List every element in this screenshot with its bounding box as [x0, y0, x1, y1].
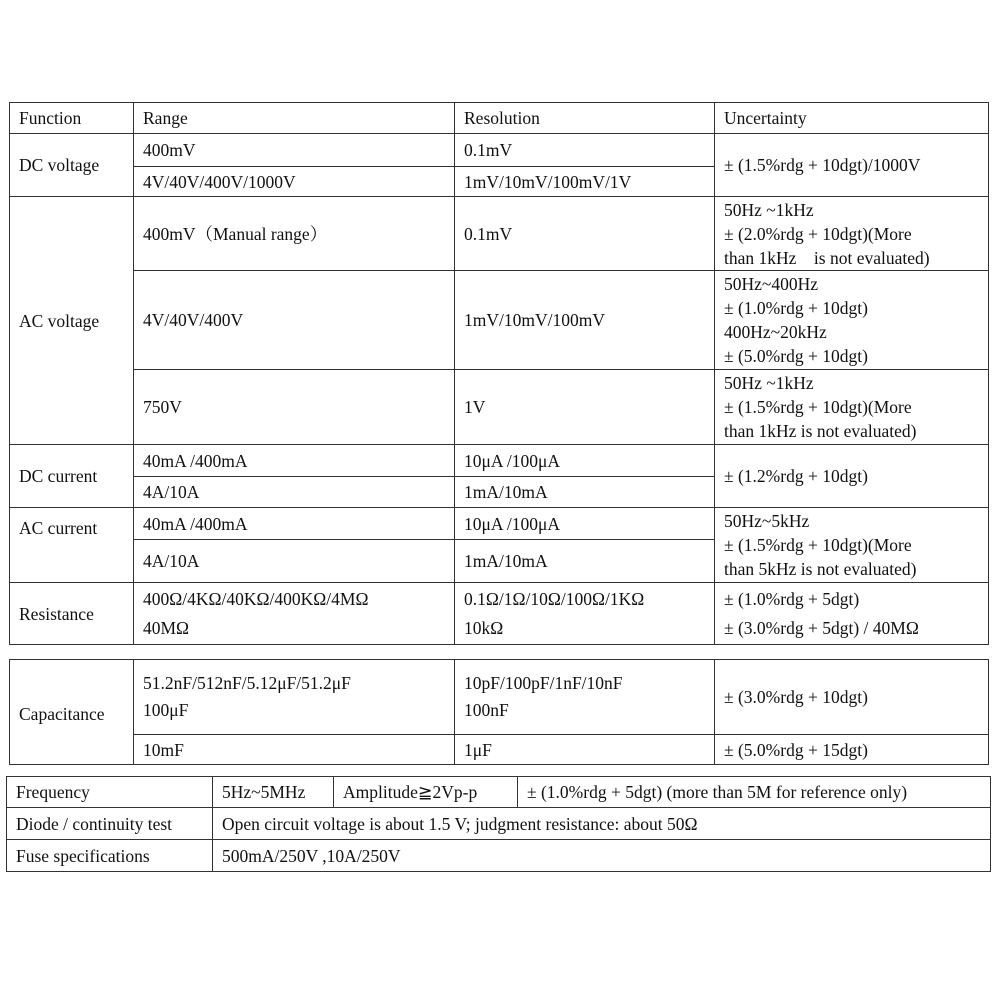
resolution-line: 100nF: [464, 700, 509, 720]
table-row: [10, 508, 989, 540]
resolution-cell: 1mA/10mA: [455, 477, 715, 508]
range-cell: 4A/10A: [134, 540, 455, 583]
table-row: [10, 445, 989, 477]
uncertainty-cell: [715, 508, 989, 583]
spec-table-main: [9, 102, 989, 645]
frequency-uncertainty: ± (1.0%rdg + 5dgt) (more than 5M for reference only): [518, 777, 991, 808]
resolution-cell: [455, 583, 715, 645]
range-cell: [134, 583, 455, 645]
uncertainty-cell: [715, 370, 989, 445]
range-line: 40MΩ: [143, 617, 190, 638]
spec-table-capacitance: [9, 659, 989, 765]
range-cell: 4V/40V/400V/1000V: [134, 167, 455, 197]
range-cell: 750V: [134, 370, 455, 445]
table-row: [7, 840, 991, 872]
uncertainty-line: ± (1.0%rdg + 5dgt): [724, 588, 860, 609]
function-ac-current: AC current: [10, 508, 134, 583]
uncertainty-line: ± (3.0%rdg + 5dgt) / 40MΩ: [724, 617, 919, 638]
resolution-cell: 0.1mV: [455, 197, 715, 271]
range-cell: 4V/40V/400V: [134, 271, 455, 370]
frequency-amplitude: Amplitude≧2Vp-p: [334, 777, 518, 808]
fuse-value: 500mA/250V ,10A/250V: [213, 840, 991, 872]
range-cell: 40mA /400mA: [134, 445, 455, 477]
uncertainty-line: ± (1.5%rdg + 10dgt)(More: [724, 397, 912, 417]
range-cell: [134, 660, 455, 735]
fuse-label: Fuse specifications: [7, 840, 213, 872]
range-cell: 400mV（Manual range）: [134, 197, 455, 271]
table-row: [7, 777, 991, 808]
function-resistance: Resistance: [10, 583, 134, 645]
frequency-label: Frequency: [7, 777, 213, 808]
diode-value: Open circuit voltage is about 1.5 V; judgment resistance: about 50Ω: [213, 808, 991, 840]
uncertainty-cell: ± (1.2%rdg + 10dgt): [715, 445, 989, 508]
resolution-cell: 1mV/10mV/100mV: [455, 271, 715, 370]
function-ac-voltage: AC voltage: [10, 197, 134, 445]
table-row: [10, 271, 989, 370]
table-row: [10, 197, 989, 271]
uncertainty-cell: [715, 197, 989, 271]
range-line: 51.2nF/512nF/5.12μF/51.2μF: [143, 673, 351, 693]
uncertainty-line: than 1kHz is not evaluated): [724, 247, 930, 268]
resolution-cell: 1mA/10mA: [455, 540, 715, 583]
resolution-line: 10pF/100pF/1nF/10nF: [464, 673, 623, 693]
uncertainty-line: 50Hz~400Hz: [724, 274, 819, 294]
resolution-cell: 1V: [455, 370, 715, 445]
header-function: Function: [10, 103, 134, 134]
table-row: [10, 583, 989, 645]
range-cell: 400mV: [134, 134, 455, 167]
table-row: [10, 660, 989, 735]
uncertainty-line: ± (2.0%rdg + 10dgt)(More: [724, 223, 912, 244]
header-range: Range: [134, 103, 455, 134]
resolution-cell: 10μA /100μA: [455, 445, 715, 477]
range-cell: 4A/10A: [134, 477, 455, 508]
uncertainty-line: than 5kHz is not evaluated): [724, 559, 917, 579]
uncertainty-line: than 1kHz is not evaluated): [724, 421, 917, 441]
diode-label: Diode / continuity test: [7, 808, 213, 840]
table-row: [7, 808, 991, 840]
uncertainty-line: ± (1.5%rdg + 10dgt)(More: [724, 535, 912, 555]
resolution-line: 10kΩ: [464, 617, 504, 638]
uncertainty-cell: ± (3.0%rdg + 10dgt): [715, 660, 989, 735]
frequency-range: 5Hz~5MHz: [213, 777, 334, 808]
resolution-line: 0.1Ω/1Ω/10Ω/100Ω/1KΩ: [464, 588, 645, 609]
table-row: [10, 134, 989, 167]
uncertainty-cell: ± (1.5%rdg + 10dgt)/1000V: [715, 134, 989, 197]
resolution-cell: 10μA /100μA: [455, 508, 715, 540]
resolution-cell: [455, 660, 715, 735]
uncertainty-line: ± (5.0%rdg + 10dgt): [724, 346, 868, 366]
resolution-cell: 1μF: [455, 735, 715, 765]
function-capacitance: Capacitance: [10, 660, 134, 765]
spec-table-misc: [6, 776, 991, 872]
range-cell: 40mA /400mA: [134, 508, 455, 540]
uncertainty-cell: [715, 583, 989, 645]
range-line: 100μF: [143, 700, 189, 720]
resolution-cell: 1mV/10mV/100mV/1V: [455, 167, 715, 197]
table-row: [10, 735, 989, 765]
uncertainty-line: 50Hz~5kHz: [724, 511, 810, 531]
function-dc-current: DC current: [10, 445, 134, 508]
function-dc-voltage: DC voltage: [10, 134, 134, 197]
uncertainty-line: 400Hz~20kHz: [724, 322, 827, 342]
uncertainty-line: 50Hz ~1kHz: [724, 373, 814, 393]
range-line: 400Ω/4KΩ/40KΩ/400KΩ/4MΩ: [143, 588, 369, 609]
header-uncertainty: Uncertainty: [715, 103, 989, 134]
table-row: [10, 370, 989, 445]
uncertainty-line: ± (1.0%rdg + 10dgt): [724, 298, 868, 318]
header-resolution: Resolution: [455, 103, 715, 134]
table-header-row: [10, 103, 989, 134]
uncertainty-cell: [715, 271, 989, 370]
resolution-cell: 0.1mV: [455, 134, 715, 167]
range-cell: 10mF: [134, 735, 455, 765]
uncertainty-line: 50Hz ~1kHz: [724, 199, 814, 220]
uncertainty-cell: ± (5.0%rdg + 15dgt): [715, 735, 989, 765]
